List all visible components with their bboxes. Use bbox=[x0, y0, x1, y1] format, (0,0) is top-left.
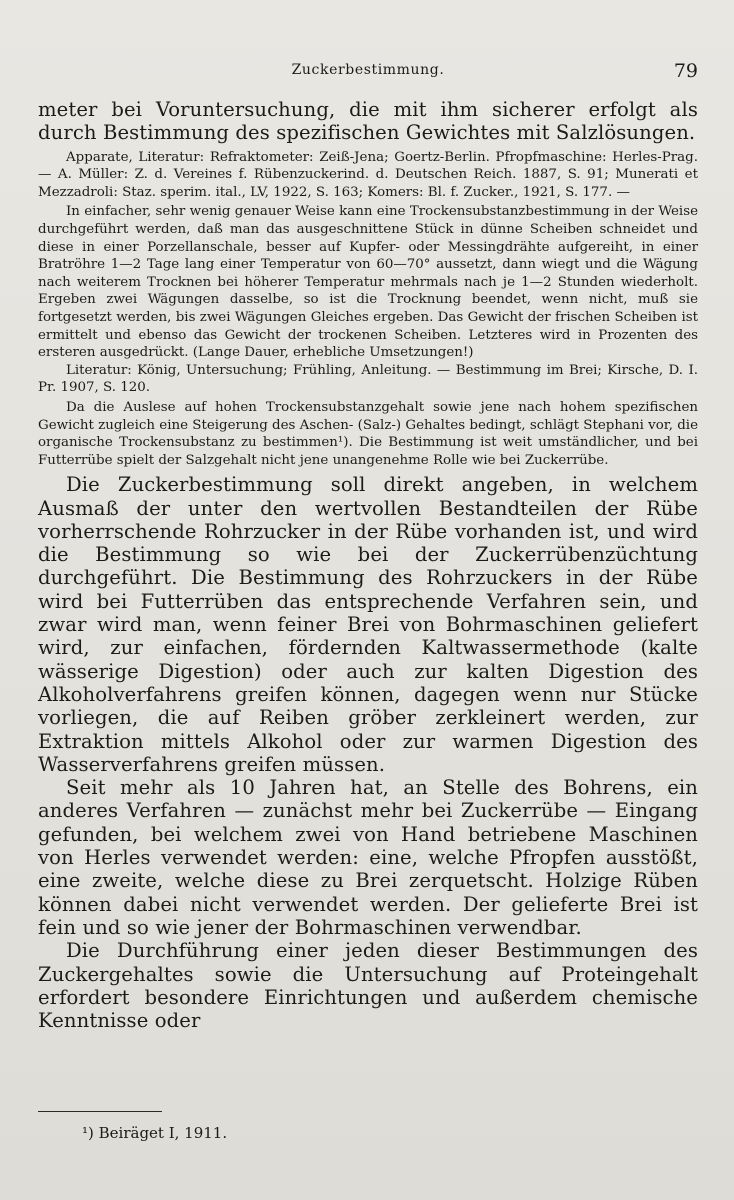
paragraph-dry-substance: In einfacher, sehr wenig genauer Weise kann eine Trockensubstanzbestimmung in der Weise durchgeführt werden, daß man das ausgeschnittene Stück in dünne Scheiben schneidet und diese in einer Porzellanschale, besser auf Kupfer- oder Messingdrähte aufgereiht, in einer Bratröhre 1—2 Tage lang einer Temperatur von 60—70° aussetzt, dann wiegt und die Wägung nach weiterem Trocknen bei höherer Temperatur mehrmals nach je 1—2 Stunden wiederholt. Ergeben zwei Wägungen dasselbe, so ist die Trocknung beendet, wenn nicht, muß sie fortgesetzt werden, bis zwei Wägungen Gleiches ergeben. Das Gewicht der frischen Scheiben ist ermittelt und ebenso das Gewicht der trockenen Scheiben. Letzteres wird in Prozenten des ersteren ausgedrückt. (Lange Dauer, erhebliche Umsetzungen!) bbox=[38, 204, 698, 361]
paragraph-continuation: meter bei Voruntersuchung, die mit ihm sicherer erfolgt als durch Bestimmung des spezifischen Gewichtes mit Salzlösungen. bbox=[38, 98, 698, 145]
paragraph-requirements: Die Durchführung einer jeden dieser Bestimmungen des Zuckergehaltes sowie die Untersuchung auf Proteingehalt erfordert besondere Einrichtungen und außerdem chemische Kenntnisse oder bbox=[38, 939, 698, 1033]
paragraph-literature: Literatur: König, Untersuchung; Frühling, Anleitung. — Bestimmung im Brei; Kirsche, D. I. Pr. 1907, S. 120. bbox=[38, 362, 698, 396]
page-header bbox=[38, 60, 698, 84]
page-number: 79 bbox=[673, 60, 698, 82]
paragraph-herles-method: Seit mehr als 10 Jahren hat, an Stelle des Bohrens, ein anderes Verfahren — zunächst mehr bei Zuckerrübe — Eingang gefunden, bei welchem zwei von Hand betriebene Maschinen von Herles verwendet werden: eine, welche Pfropfen ausstößt, eine zweite, welche diese zu Brei zerquetscht. Holzige Rüben können dabei nicht verwendet werden. Der gelieferte Brei ist fein und so wie jener der Bohrmaschinen verwendbar. bbox=[38, 776, 698, 939]
paragraph-sugar-determination: Die Zuckerbestimmung soll direkt angeben, in welchem Ausmaß der unter den wertvollen Bestandteilen der Rübe vorherrschende Rohrzucker in der Rübe vorhanden ist, und wird die Bestimmung so wie bei der Zuckerrübenzüchtung durchgeführt. Die Bestimmung des Rohrzuckers in der Rübe wird bei Futterrüben das entsprechende Verfahren sein, und zwar wird man, wenn feiner Brei von Bohrmaschinen geliefert wird, zur einfachen, fördernden Kaltwassermethode (kalte wässerige Digestion) oder auch zur kalten Digestion des Alkoholverfahrens greifen können, dagegen wenn nur Stücke vorliegen, die auf Reiben gröber zerkleinert werden, zur Extraktion mittels Alkohol oder zur warmen Digestion des Wasserverfahrens greifen müssen. bbox=[38, 473, 698, 776]
page-body bbox=[38, 98, 698, 1032]
footnote: ¹) Beiräget I, 1911. bbox=[82, 1124, 228, 1142]
paragraph-apparatus-literature: Apparate, Literatur: Refraktometer: Zeiß-Jena; Goertz-Berlin. Pfropfmaschine: Herles-Prag. — A. Müller: Z. d. Vereines f. Rübenzuckerind. d. Deutschen Reich. 1887, S. 91; Munerati et Mezzadroli: Staz. sperim. ital., LV, 1922, S. 163; Komers: Bl. f. Zucker., 1921, S. 177. — bbox=[38, 149, 698, 200]
running-head: Zuckerbestimmung. bbox=[291, 62, 445, 78]
paragraph-organic-substance: Da die Auslese auf hohen Trockensubstanzgehalt sowie jene nach hohem spezifischen Gewicht zugleich eine Steigerung des Aschen- (Salz-) Gehaltes bedingt, schlägt Stephani vor, die organische Trockensubstanz zu bestimmen¹). Die Bestimmung ist weit umständlicher, und bei Futterrübe spielt der Salzgehalt nicht jene unangenehme Rolle wie bei Zuckerrübe. bbox=[38, 399, 698, 468]
footnote-rule bbox=[38, 1111, 162, 1112]
